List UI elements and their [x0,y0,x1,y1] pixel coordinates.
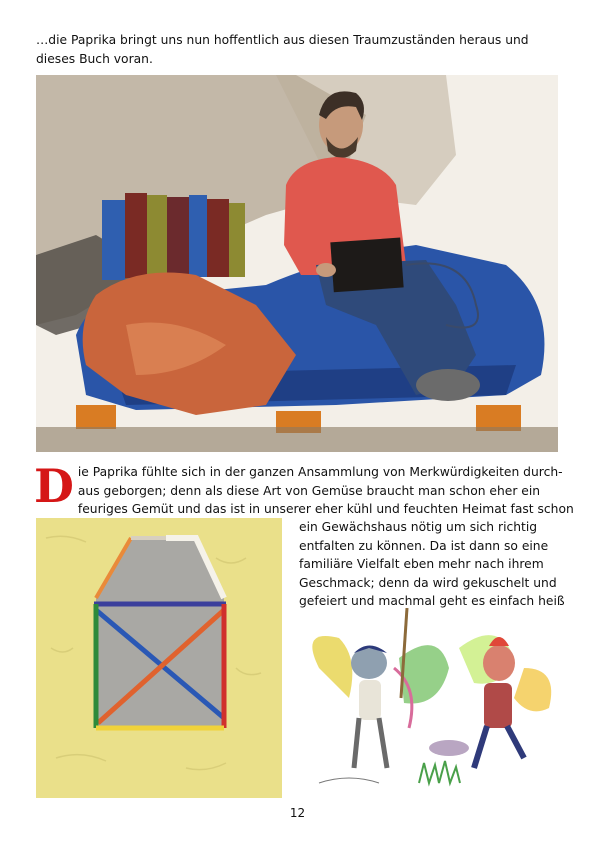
drawing-fairy-creatures [299,608,565,798]
dropcap-letter: D [34,459,74,513]
intro-text: …die Paprika bringt uns nun hoffentlich aus diesen Traumzuständen heraus und dieses Buch voran. [36,33,529,66]
page-number: 12 [289,806,306,820]
painting-man-with-laptop-on-sofa [36,75,558,452]
side-paragraph-line: entfalten zu können. Da ist dann so eine [299,538,549,553]
side-paragraph-line: ein Gewächshaus nötig um sich richtig [299,520,538,534]
main-paragraph [34,459,574,519]
side-paragraph-line: Geschmack; denn da wird gekuschelt und [299,575,557,590]
striped-cushion [102,193,245,280]
side-paragraph-line: gefeiert und machmal geht es einfach heiß [299,594,565,608]
main-paragraph-line: feuriges Gemüt und das ist in unserer eher kühl und feuchten Heimat fast schon [77,502,574,516]
painting-house-shape [36,518,282,798]
main-paragraph-line: aus geborgen; denn als diese Art von Gemüse braucht man schon eher ein [77,483,541,498]
main-paragraph-line: ie Paprika fühlte sich in der ganzen Ansammlung von Merkwürdigkeiten durch- [77,465,563,479]
side-paragraph-line: familiäre Vielfalt eben mehr nach ihrem [299,557,544,571]
